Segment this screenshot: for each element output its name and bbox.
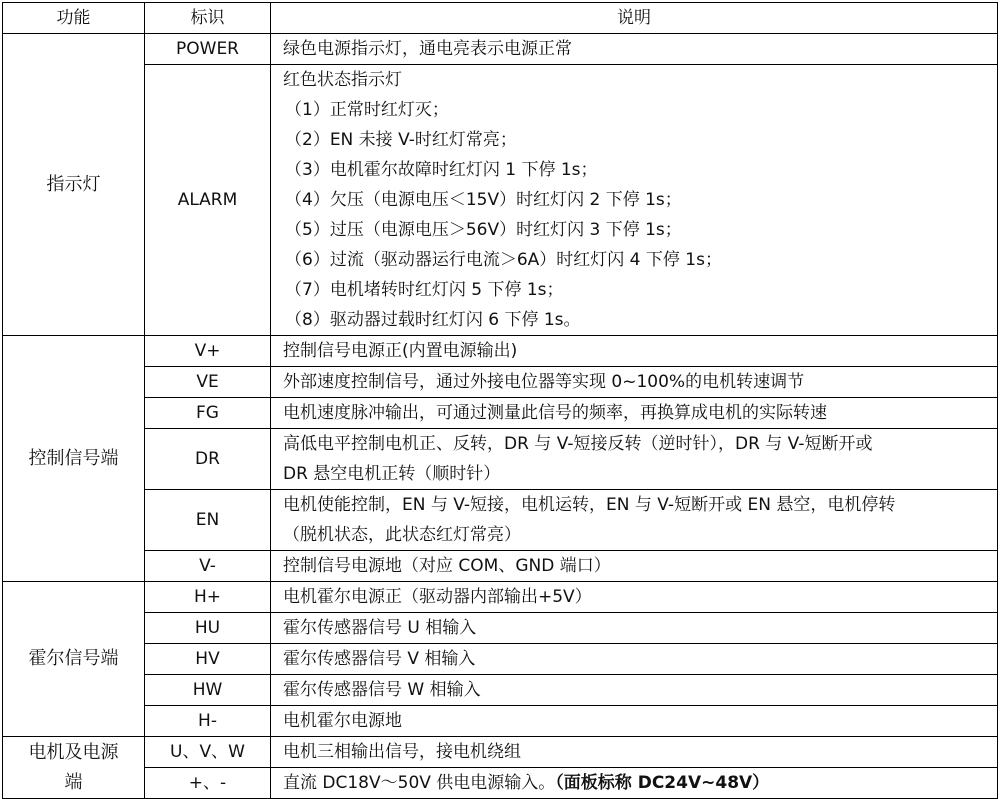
func-motor: 电机及电源端 <box>3 737 145 799</box>
func-hall: 霍尔信号端 <box>3 582 145 737</box>
desc-cell: 电机速度脉冲输出，可通过测量此信号的频率，再换算成电机的实际转速 <box>271 398 998 429</box>
desc-line: （脱机状态，此状态红灯常亮） <box>283 525 521 545</box>
header-description: 说明 <box>271 3 998 34</box>
alarm-line: （3）电机霍尔故障时红灯闪 1 下停 1s； <box>285 160 598 180</box>
desc-cell: 控制信号电源正(内置电源输出) <box>271 336 998 367</box>
id-cell: DR <box>145 429 271 490</box>
desc-cell <box>271 768 998 799</box>
alarm-line: （6）过流（驱动器运行电流＞6A）时红灯闪 4 下停 1s； <box>285 250 722 270</box>
desc-cell: 外部速度控制信号，通过外接电位器等实现 0~100%的电机转速调节 <box>271 367 998 398</box>
header-function: 功能 <box>3 3 145 34</box>
desc-line: 高低电平控制电机正、反转，DR 与 V-短接反转（逆时针），DR 与 V-短断开或 <box>283 434 873 454</box>
table-row <box>3 675 998 706</box>
table-row <box>3 398 998 429</box>
alarm-line: （1）正常时红灯灭； <box>285 100 449 120</box>
func-indicator: 指示灯 <box>3 34 145 336</box>
desc-cell <box>271 490 998 551</box>
table-row <box>3 582 998 613</box>
desc-cell: 电机三相输出信号，接电机绕组 <box>271 737 998 768</box>
id-cell: EN <box>145 490 271 551</box>
table-row <box>3 65 998 336</box>
table-row <box>3 644 998 675</box>
func-control: 控制信号端 <box>3 336 145 582</box>
header-identifier: 标识 <box>145 3 271 34</box>
desc-cell: 霍尔传感器信号 U 相输入 <box>271 613 998 644</box>
table-row <box>3 34 998 65</box>
id-power: POWER <box>145 34 271 65</box>
spec-table <box>2 2 998 799</box>
alarm-line: （5）过压（电源电压＞56V）时红灯闪 3 下停 1s； <box>285 220 682 240</box>
id-cell: H+ <box>145 582 271 613</box>
panel-rating-note: （面板标称 DC24V~48V） <box>555 773 770 793</box>
desc-cell: 电机霍尔电源正（驱动器内部输出+5V） <box>271 582 998 613</box>
table-row <box>3 768 998 799</box>
table-row <box>3 706 998 737</box>
id-cell: V- <box>145 551 271 582</box>
id-cell: HW <box>145 675 271 706</box>
power-input-text: 直流 DC18V～50V 供电电源输入。 <box>283 773 556 793</box>
alarm-line: （4）欠压（电源电压＜15V）时红灯闪 2 下停 1s； <box>285 190 682 210</box>
id-cell: +、- <box>145 768 271 799</box>
table-row <box>3 490 998 551</box>
alarm-line: 红色状态指示灯 <box>283 70 402 90</box>
id-cell: V+ <box>145 336 271 367</box>
table-row <box>3 737 998 768</box>
desc-cell: 霍尔传感器信号 V 相输入 <box>271 644 998 675</box>
id-alarm: ALARM <box>145 65 271 336</box>
id-cell: HU <box>145 613 271 644</box>
desc-line: 电机使能控制，EN 与 V-短接，电机运转，EN 与 V-短断开或 EN 悬空，电机停转 <box>283 495 896 515</box>
desc-cell: 霍尔传感器信号 W 相输入 <box>271 675 998 706</box>
desc-cell: 电机霍尔电源地 <box>271 706 998 737</box>
table-row <box>3 613 998 644</box>
alarm-line: （2）EN 未接 V-时红灯常亮； <box>285 130 517 150</box>
id-cell: U、V、W <box>145 737 271 768</box>
desc-cell: 控制信号电源地（对应 COM、GND 端口） <box>271 551 998 582</box>
table-row <box>3 551 998 582</box>
table-row <box>3 367 998 398</box>
table-row <box>3 429 998 490</box>
desc-cell <box>271 429 998 490</box>
header-row <box>3 3 998 34</box>
table-row <box>3 336 998 367</box>
id-cell: FG <box>145 398 271 429</box>
id-cell: HV <box>145 644 271 675</box>
desc-alarm <box>271 65 998 336</box>
alarm-line: （8）驱动器过载时红灯闪 6 下停 1s。 <box>285 310 581 330</box>
desc-power: 绿色电源指示灯，通电亮表示电源正常 <box>271 34 998 65</box>
id-cell: H- <box>145 706 271 737</box>
id-cell: VE <box>145 367 271 398</box>
alarm-line: （7）电机堵转时红灯闪 5 下停 1s； <box>285 280 564 300</box>
desc-line: DR 悬空电机正转（顺时针） <box>283 464 501 484</box>
